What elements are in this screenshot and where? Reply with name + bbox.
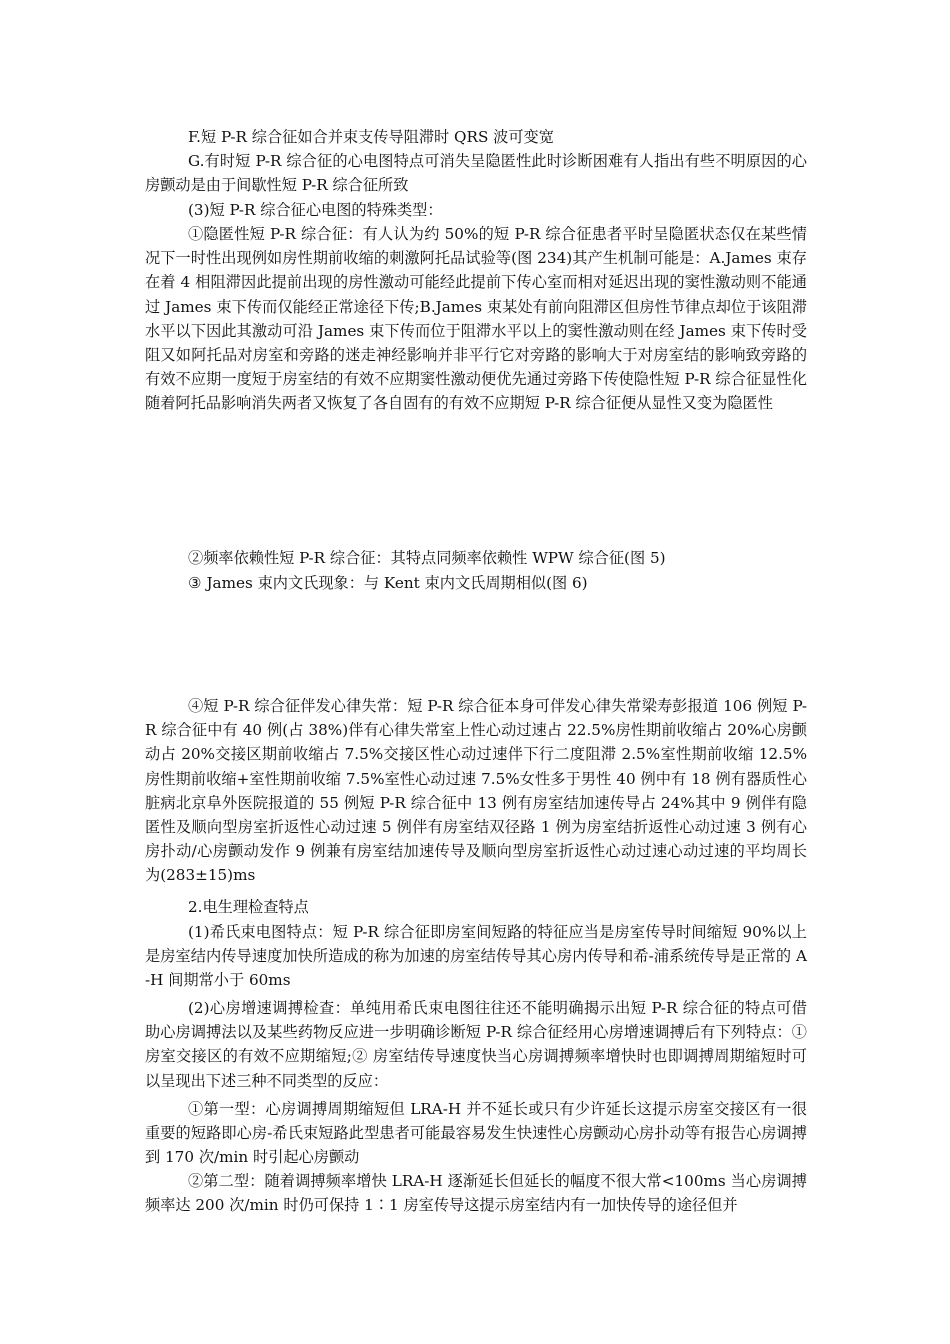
paragraph-concealed-type: ①隐匿性短 P-R 综合征：有人认为约 50%的短 P-R 综合征患者平时呈隐匿状态仅在某些情况下一时性出现例如房性期前收缩的刺激阿托品试验等(图 234)其产生机制可能是：A.James 束存在着 4 相阻滞因此提前出现的房性激动可能经此提前下传心室而相对延迟出现的窦性激动则不能通过 James 束下传而仅能经正常途径下传;B.James 束某处有前向阻滞区但房性节律点却位于该阻滞水平以下因此其激动可沿 James 束下传而位于阻滞水平以上的窦性激动则在经 James 束下传时受阻又如阿托品对房室和旁路的迷走神经影响并非平行它对旁路的影响大于对房室结的影响致旁路的有效不应期一度短于房室结的有效不应期窦性激动便优先通过旁路下传使隐性短 P-R 综合征显性化随着阿托品影响消失两者又恢复了各自固有的有效不应期短 P-R 综合征便从显性又变为隐匿性	[145, 225, 807, 413]
section-heading-ep-exam: 2.电生理检查特点	[188, 898, 309, 916]
paragraph-wenckebach: ③ James 束内文氏现象：与 Kent 束内文氏周期相似(图 6)	[188, 574, 588, 592]
section-heading-special-types: (3)短 P-R 综合征心电图的特殊类型：	[188, 201, 443, 219]
paragraph-atrial-pacing: (2)心房增速调搏检查：单纯用希氏束电图往往还不能明确揭示出短 P-R 综合征的特点可借助心房调搏法以及某些药物反应进一步明确诊断短 P-R 综合征经用心房增速调搏后有下列特点：①房室交接区的有效不应期缩短;② 房室结传导速度快当心房调搏频率增快时也即调搏周期缩短时可以呈现出下述三种不同类型的反应：	[145, 999, 807, 1090]
paragraph-type-two: ②第二型：随着调搏频率增快 LRA-H 逐渐延长但延长的幅度不很大常<100ms 当心房调搏频率达 200 次/min 时仍可保持 1∶1 房室传导这提示房室结内有一加快传导的途径但并	[145, 1172, 807, 1215]
paragraph-g: G.有时短 P-R 综合征的心电图特点可消失呈隐匿性此时诊断困难有人指出有些不明原因的心房颤动是由于间歇性短 P-R 综合征所致	[145, 152, 807, 195]
paragraph-his-bundle: (1)希氏束电图特点：短 P-R 综合征即房室间短路的特征应当是房室传导时间缩短 90%以上是房室结内传导速度加快所造成的称为加速的房室结传导其心房内传导和希-浦系统传导是正常的 A-H 间期常小于 60ms	[145, 923, 807, 990]
paragraph-f: F.短 P-R 综合征如合并束支传导阻滞时 QRS 波可变宽	[188, 128, 554, 146]
paragraph-rate-dependent: ②频率依赖性短 P-R 综合征：其特点同频率依赖性 WPW 综合征(图 5)	[188, 549, 666, 567]
paragraph-type-one: ①第一型：心房调搏周期缩短但 LRA-H 并不延长或只有少许延长这提示房室交接区有一很重要的短路即心房-希氏束短路此型患者可能最容易发生快速性心房颤动心房扑动等有报告心房调搏到 170 次/min 时引起心房颤动	[145, 1100, 807, 1167]
paragraph-arrhythmia: ④短 P-R 综合征伴发心律失常：短 P-R 综合征本身可伴发心律失常梁寿彭报道 106 例短 P-R 综合征中有 40 例(占 38%)伴有心律失常室上性心动过速占 22.5%房性期前收缩占 20%心房颤动占 20%交接区期前收缩占 7.5%交接区性心动过速伴下行二度阻滞 2.5%室性期前收缩 12.5%房性期前收缩+室性期前收缩 7.5%室性心动过速 7.5%女性多于男性 40 例中有 18 例有器质性心脏病北京阜外医院报道的 55 例短 P-R 综合征中 13 例有房室结加速传导占 24%其中 9 例伴有隐匿性及顺向型房室折返性心动过速 5 例伴有房室结双径路 1 例为房室结折返性心动过速 3 例有心房扑动/心房颤动发作 9 例兼有房室结加速传导及顺向型房室折返性心动过速心动过速的平均周长为(283±15)ms	[145, 697, 807, 885]
